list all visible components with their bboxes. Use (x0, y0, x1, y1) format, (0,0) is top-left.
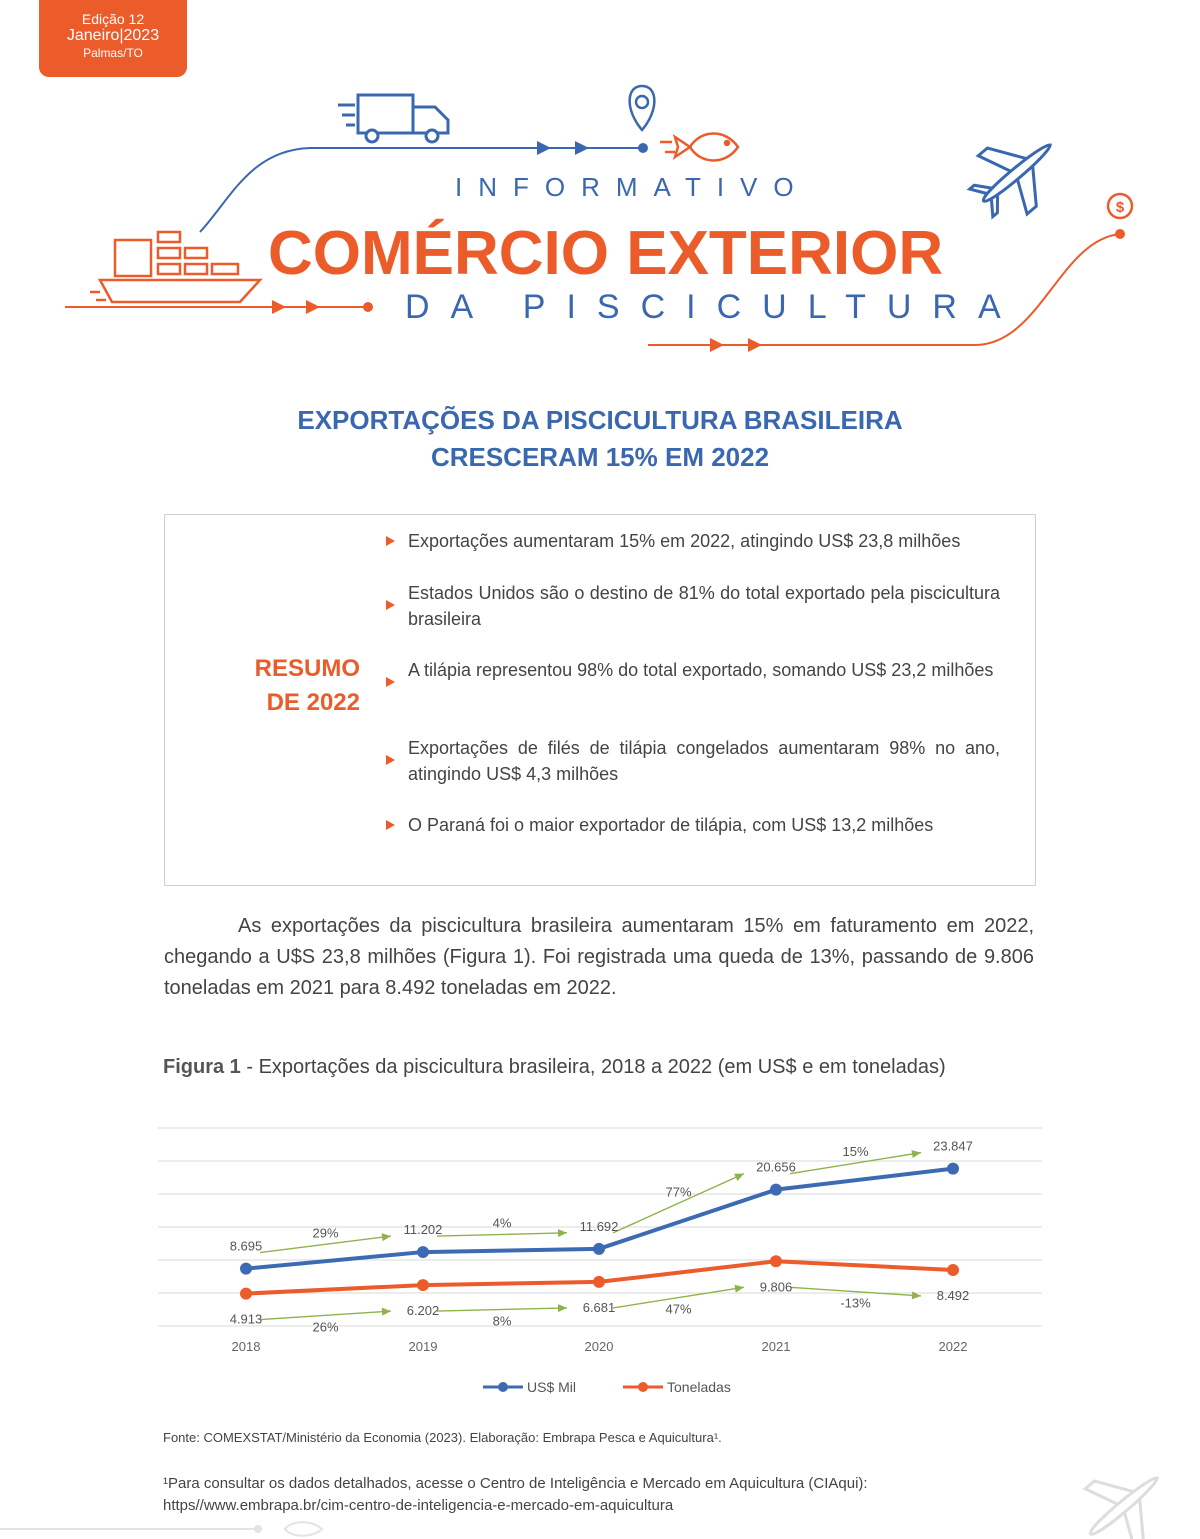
footnote (163, 1473, 868, 1517)
growth-arrowhead (734, 1285, 744, 1293)
data-point (417, 1279, 429, 1291)
header-title: COMÉRCIO EXTERIOR (268, 219, 944, 288)
header-subtitle: DA PISCICULTURA (405, 288, 1022, 326)
summary-title (228, 652, 360, 720)
route-arrow (272, 300, 286, 314)
source-note: Fonte: COMEXSTAT/Ministério da Economia (2023). Elaboração: Embrapa Pesca e Aquicultura¹. (163, 1430, 722, 1445)
data-label: 8.695 (229, 1238, 263, 1254)
growth-arrow (437, 1233, 567, 1236)
data-point (417, 1246, 429, 1258)
growth-arrowhead (558, 1304, 567, 1312)
data-label: 9.806 (759, 1279, 793, 1295)
x-tick-label: 2022 (938, 1339, 968, 1354)
growth-arrowhead (382, 1233, 391, 1241)
exports-line-chart (158, 1120, 1043, 1405)
bullet-arrow-icon (386, 677, 395, 687)
data-point (770, 1184, 782, 1196)
growth-arrowhead (911, 1150, 921, 1158)
route-arrow (710, 338, 724, 352)
x-tick-label: 2018 (231, 1339, 261, 1354)
growth-label: 8% (492, 1313, 512, 1329)
growth-label: 77% (665, 1184, 692, 1200)
route-arrow (537, 141, 551, 155)
data-point (947, 1264, 959, 1276)
data-point (240, 1288, 252, 1300)
figure-caption-text: - Exportações da piscicultura brasileira, 2018 a 2022 (em US$ e em toneladas) (240, 1056, 946, 1078)
growth-label: 26% (312, 1319, 339, 1335)
edition-place: Palmas/TO (83, 46, 143, 61)
data-label: 23.847 (933, 1138, 973, 1154)
data-label: 11.692 (579, 1218, 619, 1234)
data-point (240, 1263, 252, 1275)
data-label: 6.202 (406, 1303, 440, 1319)
data-label: 11.202 (403, 1222, 443, 1238)
bullet-arrow-icon (386, 755, 395, 765)
data-point (593, 1243, 605, 1255)
data-point (947, 1163, 959, 1175)
data-point (593, 1276, 605, 1288)
legend-swatch-marker (498, 1382, 508, 1392)
data-label: 6.681 (582, 1299, 616, 1315)
data-label: 20.656 (756, 1159, 796, 1175)
data-label: 4.913 (229, 1311, 263, 1327)
summary-bullet: Estados Unidos são o destino de 81% do total exportado pela piscicultura brasileira (408, 583, 1000, 629)
x-tick-label: 2019 (408, 1339, 438, 1354)
growth-label: 4% (492, 1215, 512, 1231)
figure-caption (163, 1056, 946, 1079)
svg-text:$: $ (1115, 199, 1125, 216)
summary-bullet: Exportações de filés de tilápia congelados aumentaram 98% no ano, atingindo US$ 4,3 milhões (408, 738, 1000, 784)
data-label: 8.492 (936, 1287, 970, 1303)
data-point (770, 1255, 782, 1267)
x-tick-label: 2021 (761, 1339, 791, 1354)
route-arrow (748, 338, 762, 352)
legend-label: US$ Mil (527, 1379, 577, 1395)
summary-title-line2: DE 2022 (266, 689, 360, 716)
route-arrow (306, 300, 320, 314)
growth-arrowhead (382, 1308, 391, 1316)
summary-title-line1: RESUMO (254, 655, 360, 682)
body-paragraph: As exportações da piscicultura brasileira aumentaram 15% em faturamento em 2022, chegando a U$S 23,8 milhões (Figura 1). Foi registrada uma queda de 13%, passando de 9.806 toneladas em 2021 para 8.492 toneladas em 2022. (164, 915, 1034, 999)
footnote-line1: ¹Para consultar os dados detalhados, acesse o Centro de Inteligência e Mercado em Aquicultura (CIAqui): (163, 1475, 868, 1492)
growth-label: 29% (312, 1225, 339, 1241)
headline-line2: CRESCERAM 15% EM 2022 (430, 442, 770, 472)
truck-icon (338, 95, 448, 142)
growth-label: -13% (840, 1295, 871, 1311)
summary-bullet: O Paraná foi o maior exportador de tilápia, com US$ 13,2 milhões (408, 815, 934, 835)
bullet-arrow-icon (386, 600, 395, 610)
bullet-arrow-icon (386, 536, 395, 546)
legend-swatch-marker (638, 1382, 648, 1392)
footnote-link[interactable]: https//www.embrapa.br/cim-centro-de-inteligencia-e-mercado-em-aquicultura (163, 1497, 674, 1514)
route-arrow (575, 141, 589, 155)
growth-arrowhead (558, 1229, 567, 1237)
figure-label: Figura 1 (163, 1056, 241, 1078)
x-tick-label: 2020 (584, 1339, 614, 1354)
summary-bullet: Exportações aumentaram 15% em 2022, atingindo US$ 23,8 milhões (408, 531, 961, 551)
growth-label: 47% (665, 1301, 692, 1317)
headline (0, 402, 1200, 476)
ship-icon (90, 232, 260, 302)
dollar-icon (1108, 194, 1132, 218)
bullet-arrow-icon (386, 820, 395, 830)
growth-arrow (437, 1308, 567, 1311)
headline-line1: EXPORTAÇÕES DA PISCICULTURA BRASILEIRA (297, 405, 903, 435)
edition-date: Janeiro|2023 (66, 27, 160, 45)
decorative-airplane-icon (1050, 1445, 1200, 1539)
growth-label: 15% (842, 1144, 869, 1160)
growth-arrow (260, 1311, 391, 1320)
location-pin-icon (630, 86, 655, 130)
decorative-bottom-line (0, 1515, 340, 1539)
airplane-icon (957, 116, 1075, 232)
header-kicker: INFORMATIVO (455, 172, 810, 202)
fish-icon (660, 133, 738, 160)
edition-number: Edição 12 (81, 11, 145, 27)
legend-label: Toneladas (667, 1379, 731, 1395)
summary-bullet: A tilápia representou 98% do total exportado, somando US$ 23,2 milhões (408, 660, 994, 680)
